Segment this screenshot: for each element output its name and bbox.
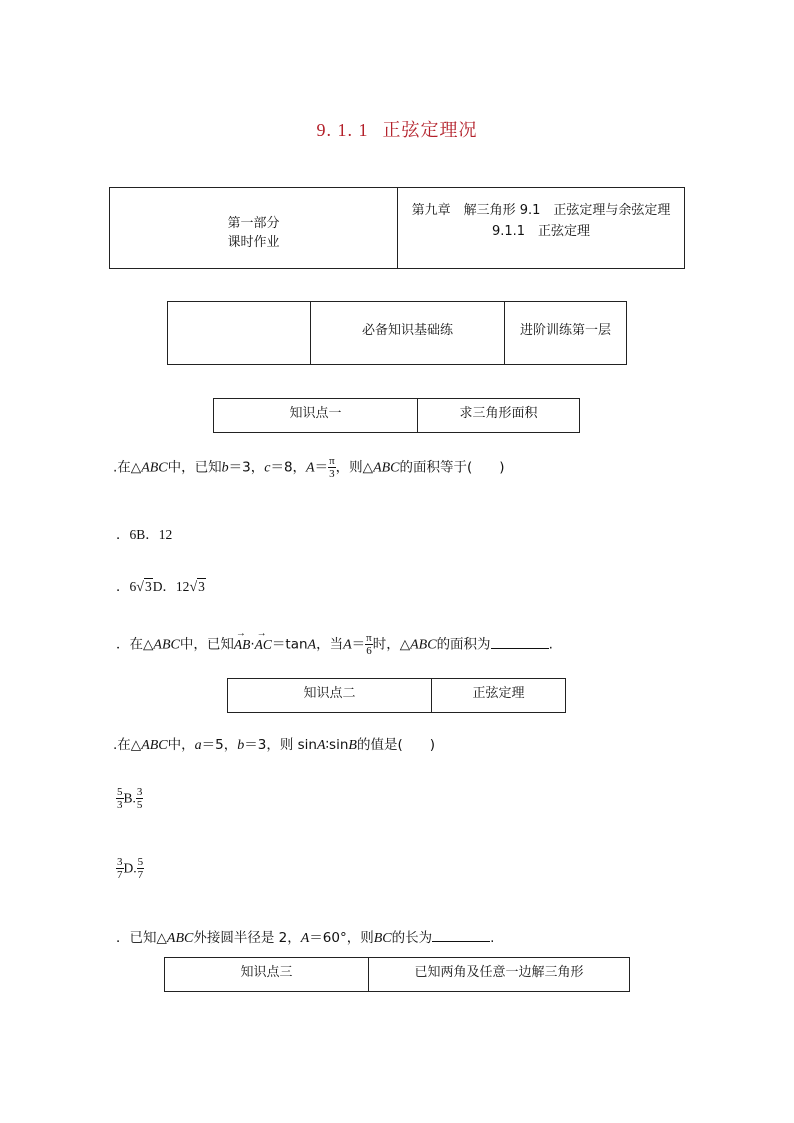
q3-option-d: $\frac{5}{7}$ xyxy=(137,856,144,881)
q2-triangle: ABC xyxy=(410,637,437,653)
q4-prefix: ．已知△ xyxy=(116,930,167,946)
q2-text: ＝tan xyxy=(271,636,308,653)
q3-option-c: $\frac{3}{7}$ xyxy=(117,856,123,881)
q3-option-b-label: B. xyxy=(123,790,136,806)
q3-option-d-label: D. xyxy=(123,860,137,876)
q2-text: 时，△ xyxy=(372,636,411,653)
q3-var-upper-a: A xyxy=(316,738,326,753)
q3-text: ＝3，则 sin xyxy=(244,737,317,753)
question-1-options-row-2 xyxy=(116,575,206,596)
q1-options-ab: ．6B．12 xyxy=(116,527,173,542)
q4-answer-blank[interactable] xyxy=(432,929,490,942)
q4-period: . xyxy=(490,930,495,946)
q3-suffix: 的值是( ) xyxy=(356,737,435,753)
q4-triangle: ABC xyxy=(166,931,194,946)
q1-option-c: ．6 xyxy=(116,579,137,594)
q2-frac-num: π xyxy=(366,632,372,644)
q1-var-c: c xyxy=(264,460,271,476)
q2-vector-ac: → AC xyxy=(255,637,272,653)
q3-text: ∶sin xyxy=(325,737,349,753)
knowledge-point-1-topic: 求三角形面积 xyxy=(418,399,580,433)
q2-answer-blank[interactable] xyxy=(491,636,549,649)
knowledge-point-2-label: 知识点二 xyxy=(228,679,432,713)
knowledge-point-3-label: 知识点三 xyxy=(165,958,369,992)
q2-dot: · xyxy=(250,636,255,653)
q3-option-b: $\frac{3}{5}$ xyxy=(136,786,143,811)
q1-text: ，则△ xyxy=(335,459,374,476)
q2-var-a: A xyxy=(307,637,317,653)
q4-suffix: 的长为 xyxy=(391,930,433,946)
header-table xyxy=(109,187,685,269)
q2-triangle: ABC xyxy=(153,637,180,653)
section-label: 9.1.1 正弦定理 xyxy=(491,224,591,239)
q1-triangle: ABC xyxy=(373,460,400,476)
q1-equals: ＝ xyxy=(314,459,329,476)
q2-suffix: 的面积为 xyxy=(436,636,491,653)
q3-var-upper-b: B xyxy=(348,738,357,753)
q3-text: ＝5， xyxy=(201,737,238,753)
q3-text: 中， xyxy=(167,737,195,753)
knowledge-point-2-topic: 正弦定理 xyxy=(432,679,566,713)
question-2 xyxy=(116,632,553,657)
q1-fraction xyxy=(328,455,336,480)
homework-label: 课时作业 xyxy=(227,235,280,250)
knowledge-point-1-label: 知识点一 xyxy=(214,399,418,433)
q1-text: 中，已知 xyxy=(167,459,222,476)
tab-empty-cell xyxy=(168,302,311,365)
q1-text: ＝3， xyxy=(228,459,265,476)
q1-suffix: 的面积等于( ) xyxy=(399,459,505,476)
practice-tab-table xyxy=(167,301,627,365)
q1-var-b: b xyxy=(221,460,229,476)
knowledge-point-3-topic: 已知两角及任意一边解三角形 xyxy=(369,958,630,992)
q4-var-a: A xyxy=(300,931,310,946)
part-label: 第一部分 xyxy=(227,216,280,231)
q3-var-a: a xyxy=(194,738,202,753)
tab-basic-practice: 必备知识基础练 xyxy=(311,302,505,365)
q3-var-b: b xyxy=(237,738,245,753)
q1-frac-den: 3 xyxy=(329,468,335,480)
q1-prefix: .在△ xyxy=(113,459,142,476)
q2-fraction xyxy=(365,632,373,657)
header-left-cell xyxy=(110,188,398,269)
title-text: 正弦定理况 xyxy=(382,120,478,141)
knowledge-point-2-table xyxy=(227,678,566,713)
q3-prefix: .在△ xyxy=(113,737,142,753)
knowledge-point-3-table xyxy=(164,957,630,992)
q2-vector-ab: → AB xyxy=(234,637,251,653)
page-title xyxy=(0,116,794,142)
q1-var-a: A xyxy=(306,460,315,476)
q2-prefix: ．在△ xyxy=(116,636,154,653)
q1-triangle: ABC xyxy=(141,460,168,476)
q2-frac-den: 6 xyxy=(366,645,372,657)
q2-equals: ＝ xyxy=(351,636,366,653)
question-3-options-row-1 xyxy=(116,786,143,811)
q4-var-bc: BC xyxy=(373,931,392,946)
q1-sqrt-2: √3 xyxy=(189,579,205,595)
q2-text: ，当 xyxy=(316,636,344,653)
q2-period: . xyxy=(548,636,553,653)
q1-text: ＝8， xyxy=(270,459,307,476)
title-number: 9. 1. 1 xyxy=(316,120,369,140)
question-4 xyxy=(116,926,494,947)
header-right-cell xyxy=(398,188,685,269)
q3-option-a: $\frac{5}{3}$ xyxy=(117,786,123,811)
q1-frac-num: π xyxy=(329,455,335,467)
question-3-options-row-2 xyxy=(116,856,144,881)
q4-text: ＝60°，则 xyxy=(309,930,374,946)
question-1 xyxy=(113,455,505,480)
q4-text: 外接圆半径是 2， xyxy=(193,930,301,946)
knowledge-point-1-table xyxy=(213,398,580,433)
q1-sqrt-1: √3 xyxy=(136,579,152,595)
question-1-options-row-1 xyxy=(116,523,172,543)
question-3 xyxy=(113,733,435,754)
q2-var-a: A xyxy=(343,637,352,653)
q2-text: 中，已知 xyxy=(179,636,234,653)
q1-option-d: D．12 xyxy=(152,579,190,594)
tab-advanced-level: 进阶训练第一层 xyxy=(505,302,627,365)
q3-triangle: ABC xyxy=(141,738,168,753)
chapter-label: 第九章 解三角形 9.1 正弦定理与余弦定理 xyxy=(411,203,671,218)
